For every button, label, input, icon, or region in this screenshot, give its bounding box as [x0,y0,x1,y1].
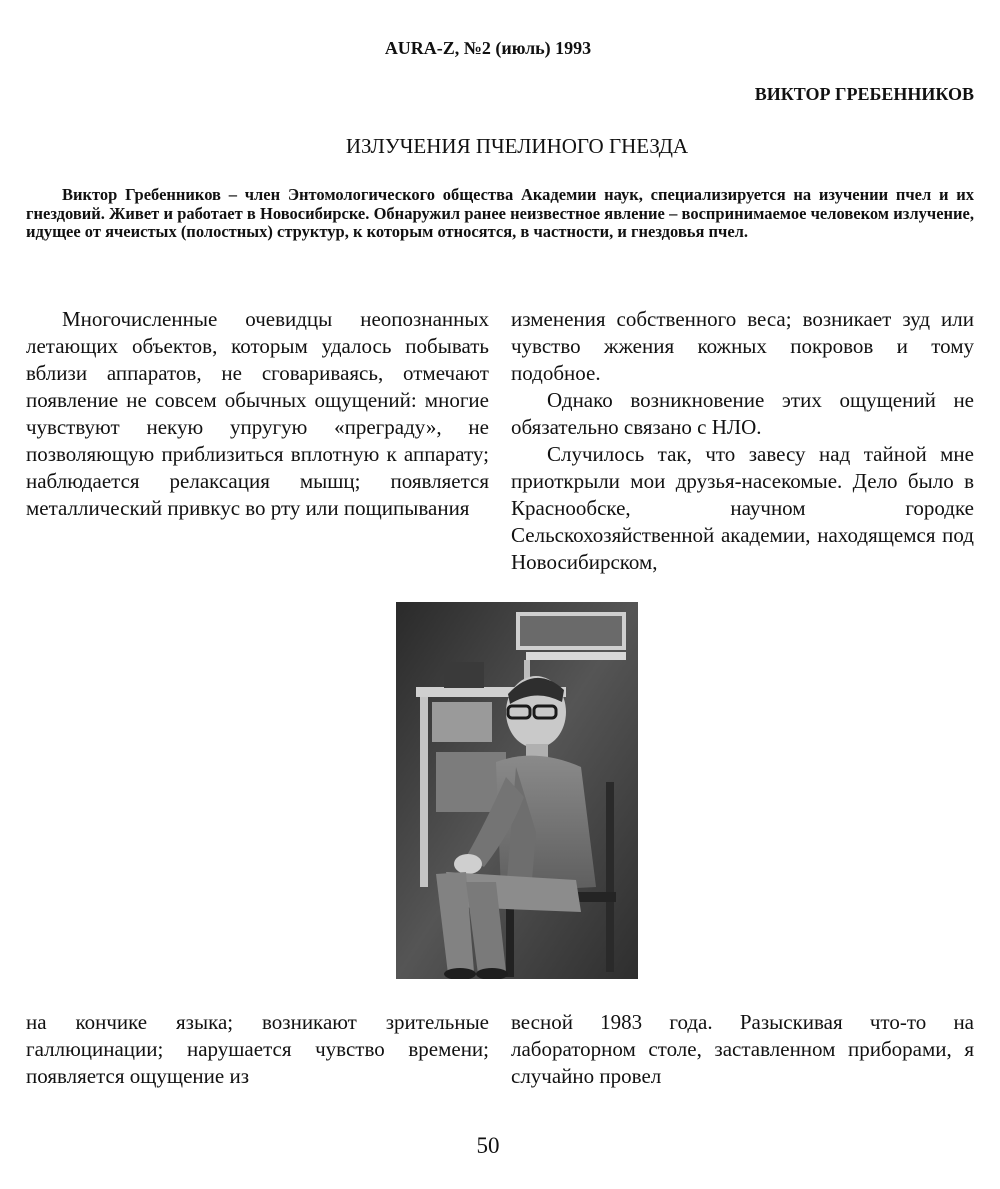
paragraph: Многочисленные очевидцы неопознанных летающих объектов, которым удалось побывать вблизи аппаратов, не сговариваясь, отмечают появление не совсем обычных ощущений: многие чувствуют некую упругую «преграду», не позволяющую приблизиться вплотную к аппарату; наблюдается релаксация мышц; появляется металлический привкус во рту или пощипывания [26,307,489,520]
page-number: 50 [476,1133,500,1158]
body-column-right-bottom [511,1009,974,1090]
author-name: ВИКТОР ГРЕБЕННИКОВ [754,84,974,104]
body-column-right-top [511,306,974,576]
paragraph: на кончике языка; возникают зрительные галлюцинации; нарушается чувство времени; появляется ощущение из [26,1010,489,1088]
paragraph: Однако возникновение этих ощущений не обязательно связано с НЛО. [511,388,974,439]
paragraph: весной 1983 года. Разыскивая что-то на лабораторном столе, заставленном приборами, я случайно провел [511,1010,974,1088]
body-column-left-bottom [26,1009,489,1090]
paragraph: изменения собственного веса; возникает зуд или чувство жжения кожных покровов и тому подобное. [511,307,974,385]
body-column-left-top [26,306,489,522]
photo-of-seated-man [396,602,638,979]
article-title: ИЗЛУЧЕНИЯ ПЧЕЛИНОГО ГНЕЗДА [345,134,689,158]
paragraph: Случилось так, что завесу над тайной мне приоткрыли мои друзья-насекомые. Дело было в Краснообске, научном городке Сельскохозяйственной академии, находящемся под Новосибирском, [511,442,974,574]
article-abstract: Виктор Гребенников – член Энтомологического общества Академии наук, специализируется на изучении пчел и их гнездовий. Живет и работает в Новосибирске. Обнаружил ранее неизвестное явление – воспринимаемое человеком излучение, идущее от ячеистых (полостных) структур, к которым относятся, в частности, и гнездовья пчел. [26,185,974,241]
journal-header: AURA-Z, №2 (июль) 1993 [384,38,592,58]
